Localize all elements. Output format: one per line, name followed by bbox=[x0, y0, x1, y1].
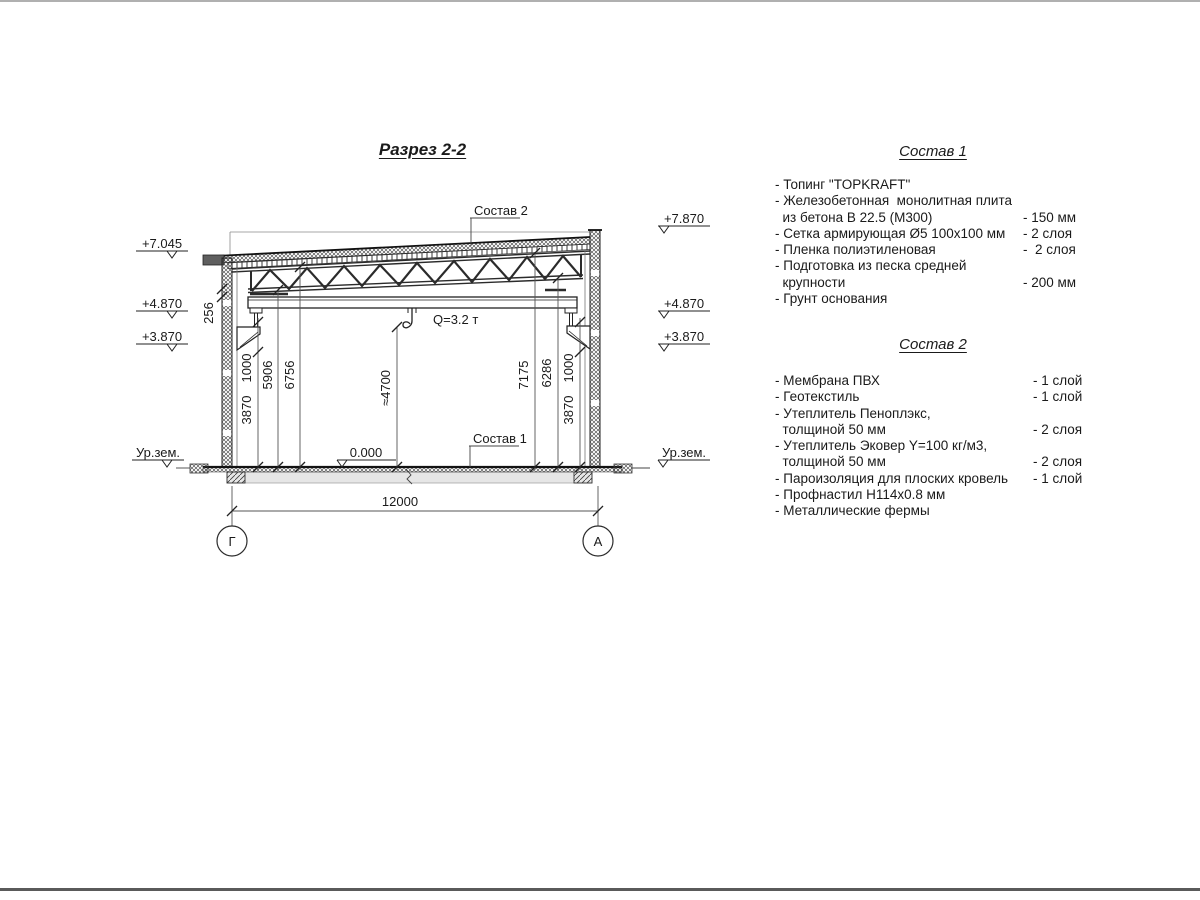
spec1-title: Состав 1 bbox=[899, 143, 967, 160]
callout-floor-label: Состав 1 bbox=[473, 431, 527, 446]
elevation-marks-right bbox=[658, 226, 710, 467]
span-label: 12000 bbox=[381, 494, 419, 509]
spec-line-text: - Сетка армирующая Ø5 100х100 мм bbox=[775, 225, 1006, 241]
spec-line-value: - 200 мм bbox=[1023, 274, 1077, 290]
spec-line bbox=[775, 406, 1091, 422]
dim-3870-left: 3870 bbox=[239, 395, 254, 425]
spec-line-value: - 2 слоя bbox=[1023, 225, 1073, 241]
spec-line bbox=[775, 422, 1091, 438]
zero-level-label: 0.000 bbox=[349, 445, 383, 460]
spec-line bbox=[775, 275, 1091, 291]
spec1-list bbox=[775, 177, 1091, 307]
spec-line bbox=[775, 389, 1091, 405]
spec-line-value: - 2 слоя bbox=[1033, 421, 1083, 437]
axis-label-right: А bbox=[593, 534, 603, 549]
corbels bbox=[237, 326, 590, 350]
spec-line-text: - Пленка полиэтиленовая bbox=[775, 242, 936, 258]
crane-hook bbox=[403, 308, 416, 328]
spec-line-text: - Металлические фермы bbox=[775, 503, 930, 519]
spec-panel-2 bbox=[775, 336, 1091, 520]
spec-line-value: - 1 слой bbox=[1033, 389, 1083, 405]
spec-line bbox=[775, 258, 1091, 274]
dim-1000-right: 1000 bbox=[561, 353, 576, 383]
right-foundation bbox=[574, 472, 592, 483]
spec-line bbox=[775, 193, 1091, 209]
spec2-list bbox=[775, 373, 1091, 520]
spec-line-text: - Мембрана ПВХ bbox=[775, 373, 880, 388]
left-wall bbox=[222, 258, 237, 467]
spec-line-text: - Железобетонная монолитная плита bbox=[775, 193, 1013, 209]
spec-line bbox=[775, 373, 1091, 389]
spec-line bbox=[775, 438, 1091, 454]
ground-level-left: Ур.зем. bbox=[135, 445, 181, 460]
spec-line bbox=[775, 226, 1091, 242]
spec-line-value: - 1 слой bbox=[1033, 470, 1083, 486]
dim-256: 256 bbox=[201, 302, 216, 324]
spec-line-text: - Топинг "TOPKRAFT" bbox=[775, 177, 911, 192]
elev-3870-right: +3.870 bbox=[663, 329, 705, 344]
axis-label-left: Г bbox=[228, 534, 236, 549]
dim-6756: 6756 bbox=[282, 360, 297, 390]
spec-line-text: - Геотекстиль bbox=[775, 389, 860, 405]
spec-line bbox=[775, 487, 1091, 503]
right-wall bbox=[585, 230, 602, 467]
spec-line bbox=[775, 454, 1091, 470]
floor-slab bbox=[176, 464, 650, 484]
spec-line-text: - Грунт основания bbox=[775, 291, 888, 307]
dim-7175: 7175 bbox=[516, 360, 531, 390]
spec-line-text: - Утеплитель Эковер Y=100 кг/м3, bbox=[775, 438, 988, 454]
spec-line-text: толщиной 50 мм bbox=[775, 454, 886, 470]
spec-line-text: - Утеплитель Пеноплэкс, bbox=[775, 405, 931, 421]
elev-7870: +7.870 bbox=[663, 211, 705, 226]
spec-line bbox=[775, 471, 1091, 487]
dim-4700: ≈4700 bbox=[378, 369, 393, 407]
spec-line-text: крупности bbox=[775, 274, 846, 290]
dim-6286: 6286 bbox=[539, 358, 554, 388]
dim-1000-left: 1000 bbox=[239, 353, 254, 383]
spec-line-text: толщиной 50 мм bbox=[775, 421, 886, 437]
left-apron bbox=[190, 464, 208, 473]
right-apron bbox=[614, 464, 632, 473]
elevation-marks-left bbox=[132, 251, 188, 467]
beam-left-fitting bbox=[250, 308, 262, 313]
left-foundation bbox=[227, 472, 245, 483]
spec-line-value: - 150 мм bbox=[1023, 209, 1077, 225]
elev-4870-left: +4.870 bbox=[141, 296, 183, 311]
elev-3870-left: +3.870 bbox=[141, 329, 183, 344]
elev-7045: +7.045 bbox=[141, 236, 183, 251]
spec-line bbox=[775, 503, 1091, 519]
dim-3870-right: 3870 bbox=[561, 395, 576, 425]
roof-edge-cap bbox=[203, 255, 224, 265]
spec-line-text: - Пароизоляция для плоских кровель bbox=[775, 470, 1009, 486]
spec-line bbox=[775, 242, 1091, 258]
beam-right-fitting bbox=[565, 308, 577, 313]
spec-line-text: из бетона В 22.5 (М300) bbox=[775, 209, 933, 225]
spec-line-value: - 1 слой bbox=[1033, 373, 1083, 388]
spec-line bbox=[775, 210, 1091, 226]
section-title: Разрез 2-2 bbox=[378, 140, 467, 159]
dim-center bbox=[392, 322, 402, 472]
crane-capacity-label: Q=3.2 т bbox=[433, 312, 479, 327]
elev-4870-right: +4.870 bbox=[663, 296, 705, 311]
spec-line-value: - 2 слоя bbox=[1033, 454, 1083, 470]
callout-floor bbox=[469, 446, 519, 467]
spec-line-text: - Подготовка из песка средней bbox=[775, 258, 967, 274]
spec-line bbox=[775, 177, 1091, 193]
dim-5906: 5906 bbox=[260, 360, 275, 390]
spec2-title: Состав 2 bbox=[899, 336, 967, 353]
callout-roof-label: Состав 2 bbox=[474, 203, 528, 218]
spec-line-text: - Профнастил Н114х0.8 мм bbox=[775, 487, 946, 503]
spec-panel-1 bbox=[775, 143, 1091, 307]
ground-level-right: Ур.зем. bbox=[661, 445, 707, 460]
spec-line-value: - 2 слоя bbox=[1023, 242, 1076, 258]
spec-line bbox=[775, 291, 1091, 307]
